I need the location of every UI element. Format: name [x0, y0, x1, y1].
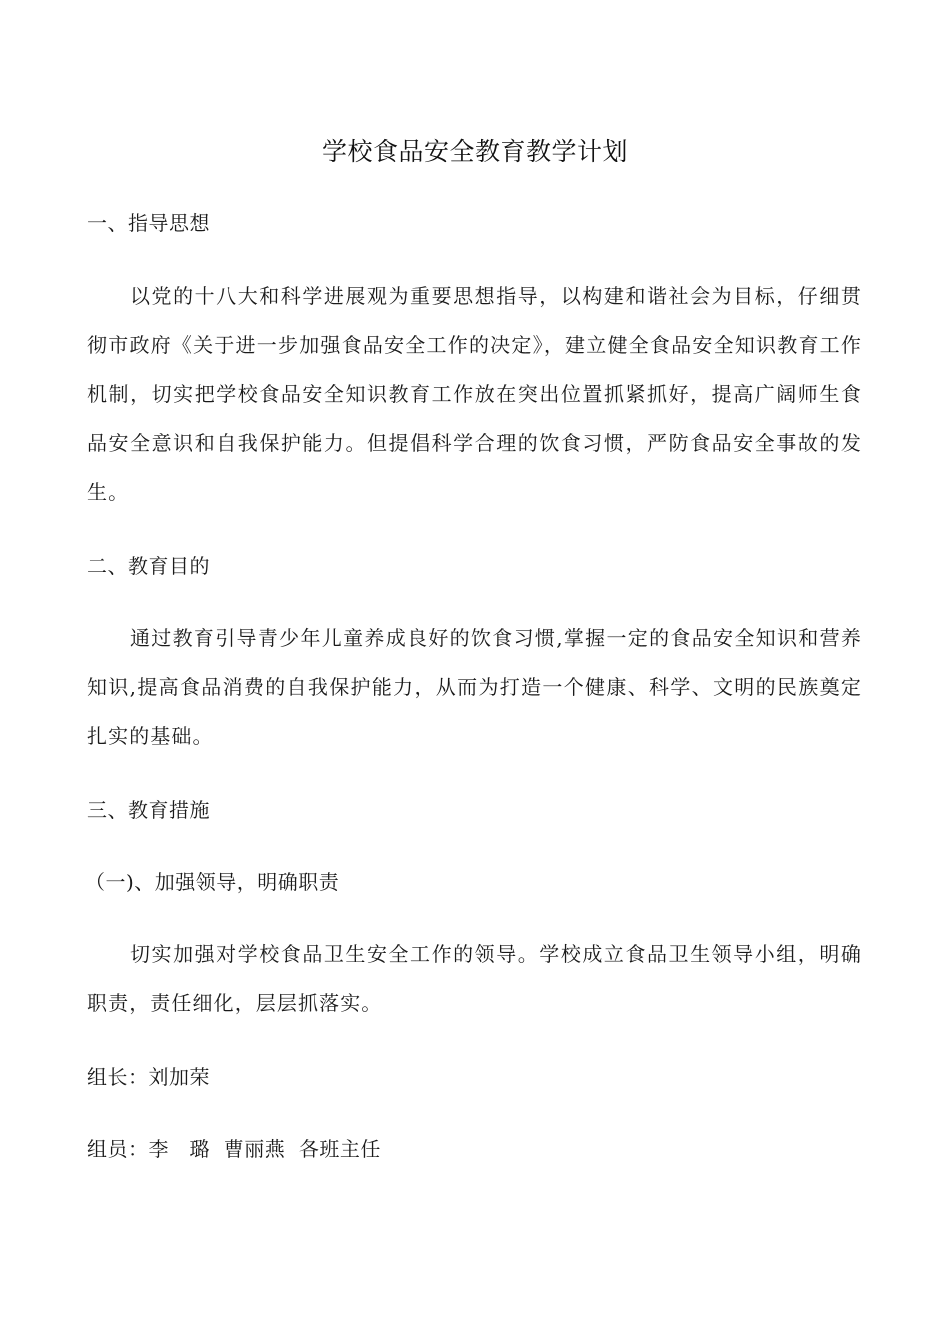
section-heading-guiding-ideology: 一、指导思想 [87, 211, 210, 235]
subheading-strengthen-leadership: （一)、加强领导，明确职责 [85, 870, 340, 894]
group-members-line: 组员：李 璐 曹丽燕 各班主任 [87, 1137, 381, 1161]
document-title: 学校食品安全教育教学计划 [321, 137, 628, 166]
group-leader-line: 组长：刘加荣 [87, 1065, 210, 1089]
section-heading-education-purpose: 二、教育目的 [87, 554, 210, 578]
paragraph-strengthen-leadership: 切实加强对学校食品卫生安全工作的领导。学校成立食品卫生领导小组，明确职责，责任细化，层层抓落实。 [87, 942, 862, 1015]
paragraph-guiding-ideology: 以党的十八大和科学进展观为重要思想指导，以构建和谐社会为目标，仔细贯彻市政府《关于进一步加强食品安全工作的决定》，建立健全食品安全知识教育工作机制，切实把学校食品安全知识教育工作放在突出位置抓紧抓好，提高广阔师生食品安全意识和自我保护能力。但提倡科学合理的饮食习惯，严防食品安全事故的发生。 [87, 284, 862, 504]
paragraph-education-purpose: 通过教育引导青少年儿童养成良好的饮食习惯,掌握一定的食品安全知识和营养知识,提高食品消费的自我保护能力，从而为打造一个健康、科学、文明的民族奠定扎实的基础。 [87, 626, 862, 748]
section-heading-education-measures: 三、教育措施 [87, 798, 210, 822]
